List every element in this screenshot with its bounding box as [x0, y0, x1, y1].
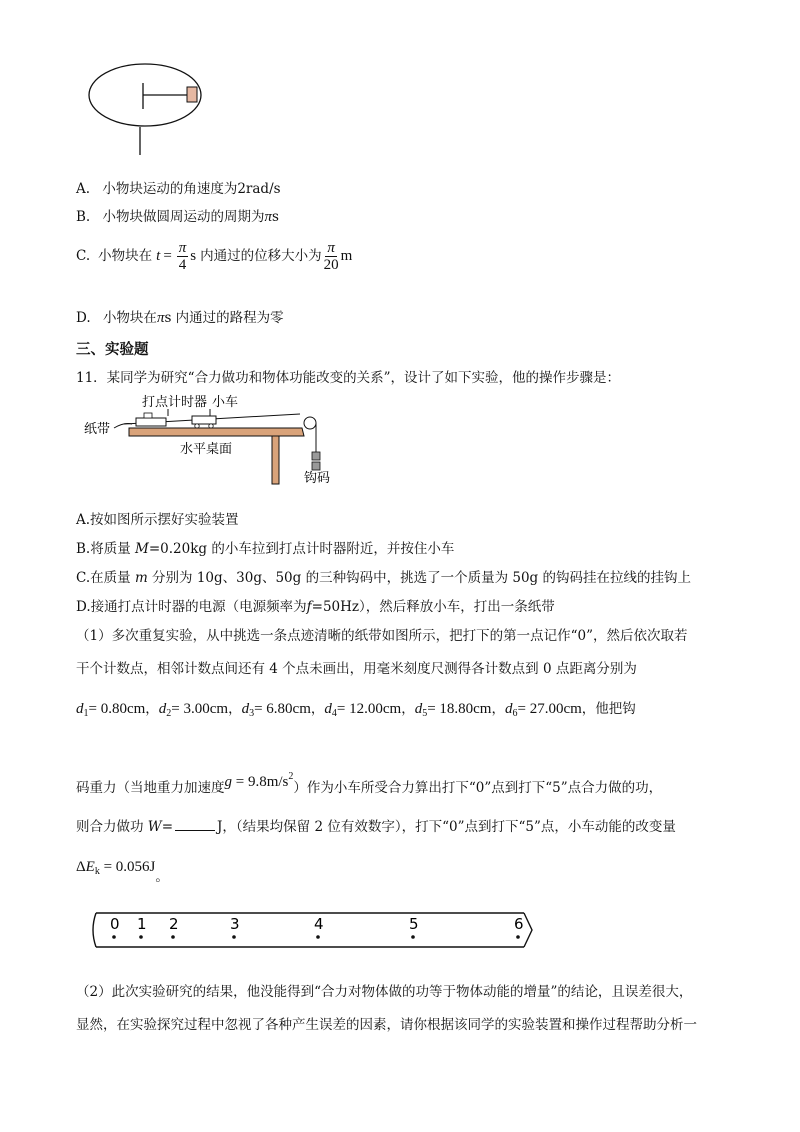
option-c-unit1: s [190, 248, 197, 264]
option-d-tail: s 内通过的路程为零 [164, 310, 284, 326]
frac2-den: 20 [323, 256, 339, 273]
cart-label: 小车 [212, 395, 239, 410]
paper-tape-figure [88, 905, 538, 955]
part1-line1: （1）多次重复实验，从中挑选一条点迹清晰的纸带如图所示，把打下的第一点记作“0”，然后依次取若 [76, 628, 688, 644]
option-d-text: 小物块在 [102, 310, 157, 326]
step-c-var: m [134, 570, 148, 586]
w-symbol: W [147, 819, 162, 835]
table-leg [272, 436, 279, 484]
option-c-eq: = [163, 248, 172, 264]
option-c-text1: 小物块在 [98, 248, 153, 264]
step-d-pre: D.接通打点计时器的电源（电源频率为 [76, 599, 307, 615]
block-shape [187, 87, 197, 102]
weight-label: 钩码 [304, 471, 331, 486]
part1-line5 [76, 818, 676, 836]
step-c-pre: C.在质量 [76, 570, 135, 586]
step-b-var: M [135, 541, 149, 557]
option-a-text: 小物块运动的角速度为2rad/s [102, 181, 281, 197]
step-c [76, 569, 691, 587]
g-value: $g = 9.8m/s^2$ [224, 771, 294, 790]
option-b-label: B. [76, 209, 91, 225]
step-b-post: =0.20kg 的小车拉到打点计时器附近，并按住小车 [148, 541, 455, 557]
circular-motion-figure [80, 55, 220, 160]
frac2-num: π [327, 239, 335, 256]
part1-line4 [76, 771, 663, 797]
tape-point-label: 0 [110, 915, 120, 933]
option-a-label: A. [76, 181, 91, 197]
part2-line2: 显然，在实验探究过程中忽视了各种产生误差的因素，请你根据该同学的实验装置和操作过程帮助分析一 [76, 1017, 697, 1033]
delta-ek-line: $\Delta E_k = 0.056J_。$ [76, 859, 169, 885]
step-c-post: 分别为 10g、30g、50g 的三种钩码中，挑选了一个质量为 50g 的钩码挂在拉线的挂钩上 [147, 570, 691, 586]
option-c [76, 236, 352, 276]
option-b-text: 小物块做圆周运动的周期为 [102, 209, 265, 225]
line4-pre: 码重力（当地重力加速度 [76, 780, 225, 796]
weight-1 [312, 452, 320, 460]
d4: $d_4= 12.00cm$ [324, 701, 402, 719]
part2-line1: （2）此次实验研究的结果，他没能得到“合力对物体做的功等于物体动能的增量”的结论，且误差很大， [76, 984, 693, 1000]
d-values-line: $d_1= 0.80cm$，$d_2= 3.00cm$，$d_3= 6.80cm$，$d_4= 12.00cm$，$d_5= 18.80cm$，$d_6= 27.00cm$，他把钩 [76, 701, 636, 719]
frac1-den: 4 [178, 256, 187, 273]
line4-post: ）作为小车所受合力算出打下“0”点到打下“5”点合力做的功， [293, 780, 663, 796]
option-a [76, 180, 281, 198]
option-d-label: D. [76, 310, 91, 326]
line5-pre: 则合力做功 [76, 819, 148, 835]
d3: $d_3= 6.80cm$ [241, 701, 311, 719]
step-b-pre: B.将质量 [76, 541, 136, 557]
option-d [76, 309, 284, 327]
timer-label: 打点计时器 [142, 395, 208, 410]
step-d-post: =50Hz），然后释放小车，打出一条纸带 [311, 599, 555, 615]
option-b [76, 208, 279, 226]
option-b-pi: π [264, 209, 273, 225]
tape-point-dot [411, 935, 415, 939]
cart-shape [192, 416, 216, 424]
option-c-unit2: m [340, 248, 353, 264]
step-d [76, 598, 555, 616]
apparatus-figure [84, 390, 344, 495]
line3-tail: ，他把钩 [581, 701, 636, 717]
weight-2 [312, 462, 320, 470]
timer-shape [136, 418, 166, 426]
tape-point-dot [171, 935, 175, 939]
part1-line2: 干个计数点，相邻计数点间还有 4 个点未画出，用毫米刻度尺测得各计数点到 0 点距离分别为 [76, 661, 637, 677]
tape-point-dot [112, 935, 116, 939]
table-label: 水平桌面 [180, 442, 233, 457]
tape-point-dot [139, 935, 143, 939]
option-c-t: t [156, 248, 161, 264]
step-b [76, 540, 454, 558]
d1: $d_1= 0.80cm$ [76, 701, 146, 719]
line5-post: J，（结果均保留 2 位有效数字），打下“0”点到打下“5”点，小车动能的改变量 [217, 819, 676, 835]
table-top [129, 428, 304, 436]
frac1-num: π [178, 239, 187, 256]
option-d-pi: π [156, 310, 165, 326]
q11-intro: 11．某同学为研究“合力做功和物体功能改变的关系”，设计了如下实验，他的操作步骤是： [76, 370, 620, 386]
answer-blank[interactable] [175, 818, 215, 831]
option-c-text2: 内通过的位移大小为 [200, 248, 322, 264]
section-title: 三、实验题 [76, 342, 149, 358]
tape-point-label: 2 [169, 915, 179, 933]
tape-label: 纸带 [84, 422, 111, 437]
tape-point-label: 4 [314, 915, 324, 933]
option-c-label: C. [76, 248, 91, 264]
tape-point-dot [232, 935, 236, 939]
option-c-frac1 [177, 240, 189, 273]
d2: $d_2= 3.00cm$ [158, 701, 229, 719]
d5: $d_5= 18.80cm$ [414, 701, 492, 719]
tape-point-label: 5 [409, 915, 419, 933]
d6: $d_6= 27.00cm$ [504, 701, 582, 719]
tape-point-label: 1 [137, 915, 147, 933]
tape-point-label: 6 [514, 915, 524, 933]
option-b-unit: s [272, 209, 279, 225]
tape-point-dot [316, 935, 320, 939]
tape-point-dot [516, 935, 520, 939]
w-eq: = [161, 819, 173, 835]
step-a: A.按如图所示摆好实验装置 [76, 512, 239, 528]
tape-point-label: 3 [230, 915, 240, 933]
delta-ek: $\Delta E_k = 0.056J$ [76, 859, 156, 877]
pulley [304, 417, 316, 429]
option-c-frac2 [324, 240, 339, 273]
step-d-var: f [306, 599, 312, 615]
